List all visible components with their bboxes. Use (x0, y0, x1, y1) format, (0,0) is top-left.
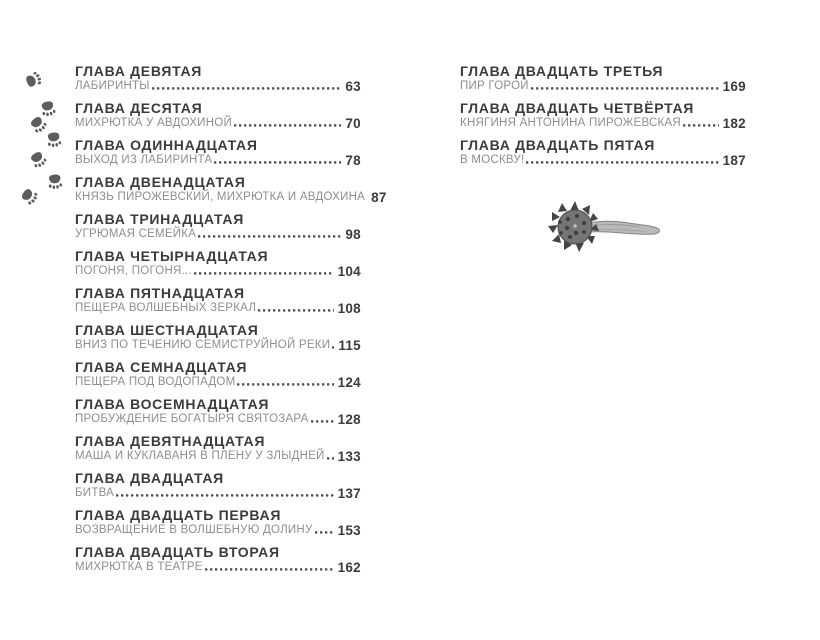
chapter-row (75, 487, 361, 500)
chapter-title: ГЛАВА ДВАДЦАТЬ ПЕРВАЯ (75, 507, 282, 523)
page-number: 78 (345, 153, 361, 168)
chapter-title: ГЛАВА ДВАДЦАТЬ ЧЕТВЁРТАЯ (460, 100, 695, 116)
chapter-subtitle: КНЯЗЬ ПИРОЖЕВСКИЙ, МИХРЮТКА И АВДОХИНА (75, 191, 366, 203)
page-number: 70 (345, 116, 361, 131)
page-number: 104 (337, 264, 361, 279)
chapter-subtitle: ПОГОНЯ, ПОГОНЯ... (75, 265, 192, 277)
chapter-title: ГЛАВА ПЯТНАДЦАТАЯ (75, 285, 245, 301)
chapter-subtitle: КНЯГИНЯ АНТОНИНА ПИРОЖЕВСКАЯ (460, 117, 681, 129)
toc-entry (75, 433, 361, 463)
chapter-row (75, 376, 361, 389)
chapter-title: ГЛАВА ДВЕНАДЦАТАЯ (75, 174, 246, 190)
chapter-subtitle: ПРОБУЖДЕНИЕ БОГАТЫРЯ СВЯТОЗАРА (75, 413, 309, 425)
chapter-subtitle: ЛАБИРИНТЫ (75, 80, 150, 92)
chapter-subtitle: УГРЮМАЯ СЕМЕЙКА (75, 228, 197, 240)
toc-entry (75, 137, 361, 167)
chapter-subtitle: МАША И КУКЛАВАНЯ В ПЛЕНУ У ЗЛЫДНЕЙ (75, 450, 325, 462)
page-number: 98 (345, 227, 361, 242)
chapter-title: ГЛАВА ДВАДЦАТЬ ПЯТАЯ (460, 137, 656, 153)
chapter-subtitle: МИХРЮТКА В ТЕАТРЕ (75, 561, 203, 573)
toc-entry (75, 470, 361, 500)
chapter-subtitle: ПЕЩЕРА ВОЛШЕБНЫХ ЗЕРКАЛ (75, 302, 257, 314)
chapter-subtitle: В МОСКВУ! (460, 154, 525, 166)
toc-entry (75, 174, 387, 205)
page-number: 137 (337, 486, 361, 501)
page-number: 87 (371, 190, 387, 205)
toc-entry (460, 63, 746, 93)
chapter-subtitle: ПИР ГОРОЙ (460, 80, 529, 92)
dot-leader (234, 123, 341, 128)
toc-entry (75, 396, 361, 426)
chapter-title: ГЛАВА ШЕСТНАДЦАТАЯ (75, 322, 259, 338)
chapter-subtitle: МИХРЮТКА У АВДОХИНОЙ (75, 117, 233, 129)
chapter-subtitle: ВНИЗ ПО ТЕЧЕНИЮ СЕМИСТРУЙНОЙ РЕКИ (75, 339, 331, 351)
chapter-subtitle: ПЕЩЕРА ПОД ВОДОПАДОМ (75, 376, 236, 388)
chapter-row (75, 190, 387, 205)
dot-leader (327, 456, 334, 461)
chapter-title: ГЛАВА ДЕВЯТАЯ (75, 63, 203, 79)
chapter-row (75, 80, 361, 93)
chapter-row (75, 228, 361, 241)
dot-leader (526, 160, 718, 165)
chapter-row (75, 339, 361, 352)
chapter-row (75, 154, 361, 167)
page-number: 108 (337, 301, 361, 316)
chapter-subtitle: БИТВА (75, 487, 115, 499)
chapter-title: ГЛАВА СЕМНАДЦАТАЯ (75, 359, 248, 375)
page-number: 63 (345, 79, 361, 94)
dot-leader (152, 86, 342, 91)
page-number: 187 (722, 153, 746, 168)
mace-icon (546, 199, 668, 257)
page-number: 162 (337, 560, 361, 575)
chapter-title: ГЛАВА ОДИННАДЦАТАЯ (75, 137, 258, 153)
toc-entry (460, 137, 746, 167)
dot-leader (214, 160, 341, 165)
chapter-row (75, 265, 361, 278)
toc-entry (75, 285, 361, 315)
paw-prints-icon (8, 66, 70, 218)
dot-leader (683, 123, 719, 128)
toc-left-column (75, 63, 387, 581)
toc-entry (75, 248, 361, 278)
dot-leader (198, 234, 341, 239)
chapter-row (75, 117, 361, 130)
dot-leader (315, 530, 334, 535)
toc-entry (75, 322, 361, 352)
dot-leader (205, 567, 334, 572)
chapter-subtitle: ВЫХОД ИЗ ЛАБИРИНТА (75, 154, 213, 166)
page-number: 124 (337, 375, 361, 390)
chapter-title: ГЛАВА ДЕСЯТАЯ (75, 100, 203, 116)
chapter-title: ГЛАВА ЧЕТЫРНАДЦАТАЯ (75, 248, 269, 264)
dot-leader (258, 308, 333, 313)
toc-entry (460, 100, 746, 130)
chapter-row (460, 154, 746, 167)
chapter-row (75, 524, 361, 537)
dot-leader (237, 382, 333, 387)
chapter-row (75, 302, 361, 315)
page-number: 169 (722, 79, 746, 94)
chapter-title: ГЛАВА ДВАДЦАТАЯ (75, 470, 224, 486)
chapter-row (75, 413, 361, 426)
chapter-row (75, 450, 361, 463)
page-number: 133 (337, 449, 361, 464)
chapter-title: ГЛАВА ДЕВЯТНАДЦАТАЯ (75, 433, 266, 449)
toc-entry (75, 544, 361, 574)
toc-right-column (460, 63, 746, 174)
toc-entry (75, 100, 361, 130)
chapter-title: ГЛАВА ДВАДЦАТЬ ВТОРАЯ (75, 544, 280, 560)
page-number: 128 (337, 412, 361, 427)
chapter-row (75, 561, 361, 574)
toc-entry (75, 63, 361, 93)
chapter-title: ГЛАВА ДВАДЦАТЬ ТРЕТЬЯ (460, 63, 664, 79)
dot-leader (332, 345, 334, 350)
chapter-subtitle: ВОЗВРАЩЕНИЕ В ВОЛШЕБНУЮ ДОЛИНУ (75, 524, 313, 536)
dot-leader (311, 419, 334, 424)
page-number: 115 (338, 338, 361, 353)
dot-leader (531, 86, 719, 91)
toc-entry (75, 211, 361, 241)
chapter-title: ГЛАВА ТРИНАДЦАТАЯ (75, 211, 244, 227)
chapter-row (460, 80, 746, 93)
toc-entry (75, 507, 361, 537)
dot-leader (194, 271, 334, 276)
toc-entry (75, 359, 361, 389)
chapter-row (460, 117, 746, 130)
chapter-title: ГЛАВА ВОСЕМНАДЦАТАЯ (75, 396, 270, 412)
page-number: 182 (722, 116, 746, 131)
dot-leader (116, 493, 334, 498)
page-number: 153 (337, 523, 361, 538)
